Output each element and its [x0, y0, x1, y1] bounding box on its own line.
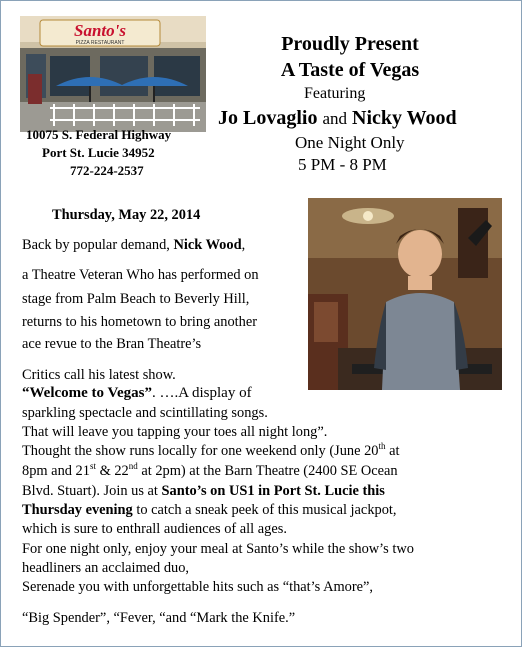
body-line-10: Thought the show runs locally for one weekend only (June 20th at [22, 441, 400, 459]
body-line-14: which is sure to enthrall audiences of all ages. [22, 521, 287, 537]
restaurant-sign: Santo's [74, 21, 126, 40]
body-line-1: Back by popular demand, Nick Wood, [22, 237, 246, 253]
body-line-2: a Theatre Veteran Who has performed on [22, 267, 259, 283]
body-line-15: For one night only, enjoy your meal at Santo’s while the show’s two [22, 541, 414, 557]
show-name: “Welcome to Vegas” [22, 385, 152, 401]
body-line-6: Critics call his latest show. [22, 367, 176, 383]
featuring-label: Featuring [304, 85, 366, 102]
venue-highlight: Santo’s on US1 in Port St. Lucie this [161, 483, 385, 499]
thursday-evening: Thursday evening [22, 502, 133, 518]
restaurant-illustration [20, 16, 206, 132]
body-line-5: ace revue to the Bran Theatre’s [22, 336, 202, 352]
show-time: 5 PM - 8 PM [298, 155, 387, 174]
body-line-9: That will leave you tapping your toes all night long”. [22, 424, 328, 440]
performer-photo [308, 198, 502, 390]
body-line-4: returns to his hometown to bring another [22, 314, 258, 330]
heading-show-title: A Taste of Vegas [280, 59, 420, 81]
body-line-17: Serenade you with unforgettable hits such as “that’s Amore”, [22, 579, 374, 595]
one-night-only: One Night Only [295, 133, 405, 152]
body-line-11: 8pm and 21st & 22nd at 2pm) at the Barn Theatre (2400 SE Ocean [22, 461, 398, 479]
performer-and: and [322, 109, 347, 128]
performer-2: Nicky Wood [352, 107, 457, 129]
heading-proudly-present: Proudly Present [281, 33, 419, 55]
performer-1: Jo Lovaglio [218, 107, 318, 129]
body-line-7: “Welcome to Vegas”. ….A display of [22, 385, 252, 401]
body-line-8: sparkling spectacle and scintillating songs. [22, 405, 268, 421]
name-nick-wood: Nick Wood [173, 237, 242, 253]
performer-illustration [308, 198, 502, 390]
restaurant-sign-sub: PIZZA RESTAURANT [75, 40, 125, 46]
phone-number: 772-224-2537 [70, 163, 144, 178]
address-line-1: 10075 S. Federal Highway [26, 127, 172, 142]
event-date: Thursday, May 22, 2014 [52, 207, 201, 223]
body-line-12: Blvd. Stuart). Join us at Santo’s on US1 in Port St. Lucie this [22, 483, 385, 499]
body-line-18: “Big Spender”, “Fever, “and “Mark the Knife.” [22, 610, 296, 626]
restaurant-photo [20, 16, 206, 132]
performers-line [218, 105, 457, 132]
body-line-13: Thursday evening to catch a sneak peek of this musical jackpot, [22, 502, 397, 518]
body-line-16: headliners an acclaimed duo, [22, 560, 190, 576]
address-line-2: Port St. Lucie 34952 [42, 145, 155, 160]
body-line-3: stage from Palm Beach to Beverly Hill, [22, 291, 250, 307]
